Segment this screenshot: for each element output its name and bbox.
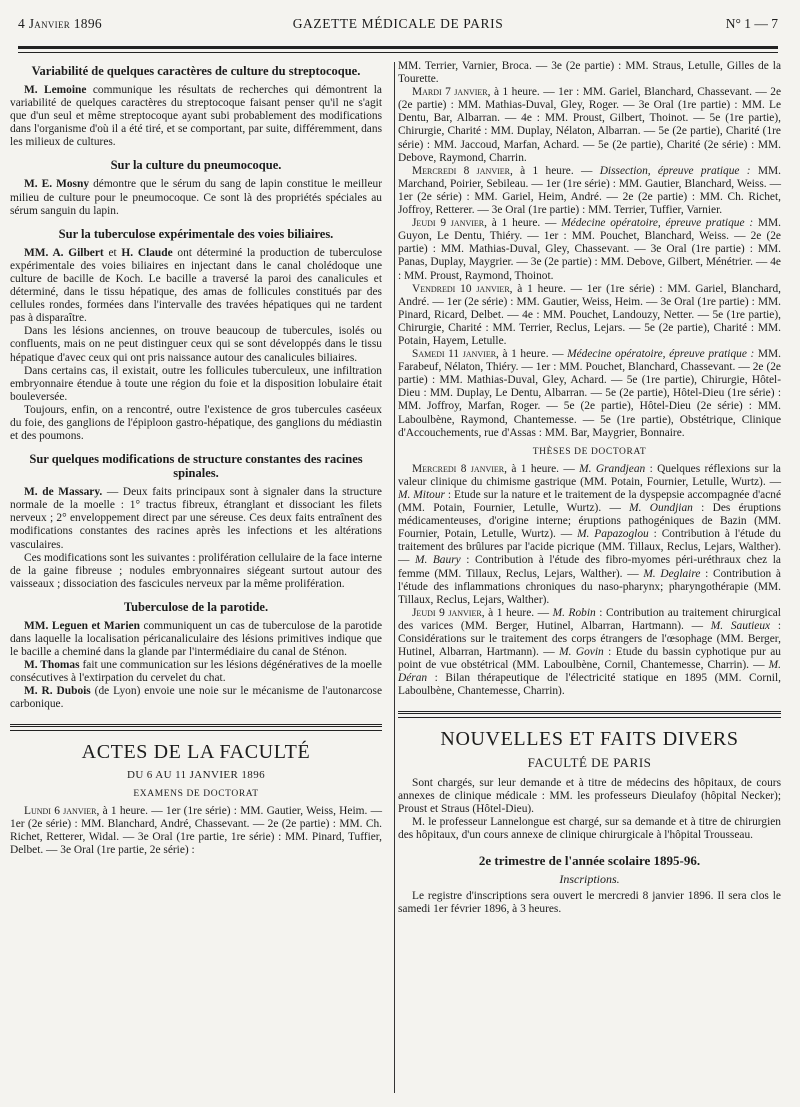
day-label: Mardi 7 janvier bbox=[412, 86, 488, 99]
thesis-text: : Quelques réflexions sur la valeur clinique du chimisme gastrique (MM. Potain, Fournier, Letulle, Wurtz). — bbox=[398, 462, 781, 488]
header-issue: N° 1 — 7 bbox=[725, 16, 778, 31]
nouvelles-subtitle: FACULTÉ DE PARIS bbox=[527, 754, 652, 770]
paragraph: Ces modifications sont les suivantes : prolifération cellulaire de la face interne de la gaine fibreuse ; nodules embryonnaires siégeant surtout autour des vaisseaux ; dissociation des fascicules nerveux par la même prolifération. bbox=[10, 551, 382, 590]
exam-samedi bbox=[398, 348, 781, 440]
thesis-text: : Des éruptions médicamenteuses, d'origine interne; éruptions pathogéniques de Bazin (MM. Fournier, Potain, Letulle, Wurtz). — bbox=[398, 502, 781, 541]
exam-type: Dissection, épreuve pratique : bbox=[599, 164, 751, 177]
paragraph: Dans les lésions anciennes, on trouve beaucoup de tubercules, isolés ou confluents, mais on ne peut distinguer ceux qui se sont développés dans le tissu hépatique d'avec ceux qui ont pris naissance autour des canalicules biliaires. bbox=[10, 325, 382, 364]
exam-text: , à 1 heure. — bbox=[496, 348, 568, 361]
section-title-streptocoque: Variabilité de quelques caractères de culture du streptocoque. bbox=[31, 64, 361, 78]
thesis-text: : Etude du bassin cyphotique pur au point de vue obstétrical (MM. Laboulbène, Cornil, Chantemesse, Charrin). — bbox=[398, 646, 781, 672]
theses-mercredi bbox=[398, 463, 781, 607]
actes-dates: DU 6 AU 11 JANVIER 1896 bbox=[126, 768, 266, 781]
paragraph-text: ont déterminé la production de tuberculose expérimentale des voies biliaires en injectant dans le canal cholédoque une culture de bacille de Koch. Le bacille a traversé la paroi des canalicules et déterminé, dans le tissu hépatique, des amas de follicules constitués par des cellules rondes, formées dans l'intervalle des travées hépatiques qui ne tardent pas à disparaître. bbox=[10, 246, 383, 325]
day-label: Mercredi 8 janvier bbox=[412, 164, 510, 177]
paragraph: Dans certains cas, il existait, outre les follicules tuberculeux, une infiltration embryonnaire étendue à toute une région du foie et la disposition lobulaire était bouleversée. bbox=[10, 364, 382, 403]
paragraph-massary bbox=[10, 486, 382, 551]
thesis-author: M. Papazoglou bbox=[577, 528, 649, 541]
exam-type: Médecine opératoire, épreuve pratique : bbox=[561, 217, 754, 230]
thesis-author: M. Deglaire bbox=[643, 567, 701, 580]
paragraph-thomas bbox=[10, 659, 382, 685]
conjunction: et bbox=[103, 246, 122, 259]
speaker-name: M. Lemoine bbox=[24, 84, 87, 96]
header-rule bbox=[18, 46, 778, 49]
thesis-text: : Contribution à l'étude du traitement des brûlures par l'acide picrique (MM. Tillaux, Reclus, Lejars, Walther). — bbox=[398, 528, 781, 567]
section-title-pneumocoque: Sur la culture du pneumocoque. bbox=[110, 158, 282, 173]
header-rule-thin bbox=[18, 52, 778, 53]
paragraph-mosny bbox=[10, 178, 382, 217]
thesis-text: : Etude sur la nature et le traitement de la dyspepsie accompagnée d'acné (MM. Potain, Fournier, Letulle, Wurtz). — bbox=[398, 489, 781, 515]
column-separator bbox=[394, 62, 395, 1093]
section-title-parotide: Tuberculose de la parotide. bbox=[123, 599, 269, 614]
thesis-text: , à 1 heure. — bbox=[481, 606, 553, 619]
thesis-author: M. Baury bbox=[414, 554, 461, 567]
paragraph: M. le professeur Lannelongue est chargé, sur sa demande et à titre de chirurgien des hôpitaux, d'un cours annexe de clinique chirurgicale à l'hôpital Trousseau. bbox=[398, 815, 781, 841]
inscriptions-title: Inscriptions. bbox=[559, 872, 620, 887]
header-title: GAZETTE MÉDICALE DE PARIS bbox=[292, 16, 504, 31]
thesis-text: : Contribution au traitement chirurgical des varices (MM. Berger, Hutinel, Albarran, Hartmann). — bbox=[398, 606, 781, 632]
exam-type: Médecine opératoire, épreuve pratique : bbox=[567, 348, 755, 361]
thesis-text: : Contribution à l'étude des fibro-myomes péri-uréthraux chez la femme (MM. Tillaux, Reclus, Lejars, Walther). — bbox=[398, 554, 781, 580]
paragraph: Le registre d'inscriptions sera ouvert le mercredi 8 janvier 1896. Il sera clos le samedi 1er février 1896, à 3 heures. bbox=[398, 890, 781, 916]
exam-text: MM. Guyon, Le Dentu, Thiéry. — 1er : MM. Pouchet, Blanchard, Weiss. — 2e (2e partie) : MM. Mathias-Duval, Gley, Chassevant. — 3e Oral (1re partie) : MM. Panas, Duplay, Maygrier. — 3e (2e partie) : MM. Debove, Gilbert, Ménétrier. — 4e : MM. Proust, Raymond, Thoinot. bbox=[398, 217, 782, 282]
section-divider bbox=[398, 711, 781, 718]
paragraph-dubois bbox=[10, 685, 382, 711]
left-column bbox=[10, 60, 382, 857]
thesis-author: M. Sautieux bbox=[710, 619, 771, 632]
thesis-author: M. Grandjean bbox=[579, 462, 646, 475]
exam-text: MM. Farabeuf, Nélaton, Thiéry. — 1er : MM. Pouchet, Blanchard, Chassevant. — 2e (2e partie) : MM. Mathias-Duval, Gley, Achard. — 5e (1re partie), Chirurgie, Hôtel-Dieu : MM. Duplay, Le Dentu, Albarran. — 5e (2e partie), Hôtel-Dieu (1re série) : MM. Joffroy, Marfan, Roger. — 5e (2e partie), Hôtel-Dieu (2e série) : MM. Laboulbène, Raymond, Chantemesse. — 5e (1re partie), Obstétrique, Clinique d'Accouchements, rue d'Assas : MM. Bar, Maygrier, Bonnaire. bbox=[398, 348, 782, 439]
paragraph: Sont chargés, sur leur demande et à titre de médecins des hôpitaux, de cours annexes de clinique médicale : MM. les professeurs Dieulafoy (hôpital Necker); Proust et Straus (Hôtel-Dieu). bbox=[398, 776, 781, 815]
exam-text: , à 1 heure. — bbox=[484, 217, 562, 230]
thesis-author: M. Robin bbox=[552, 606, 596, 619]
paragraph-text: fait une communication sur les lésions dégénératives de la moelle consécutives à l'extirpation du cervelet du chat. bbox=[10, 659, 382, 685]
paragraph-gilbert-claude bbox=[10, 247, 382, 326]
paragraph: Toujours, enfin, on a rencontré, outre l'existence de gros tubercules caséeux du foie, des ganglions de l'épiploon gastro-hépatique, des ganglions du médiastin et des poumons. bbox=[10, 403, 382, 443]
header-date: 4 Janvier 1896 bbox=[18, 16, 102, 31]
theses-jeudi bbox=[398, 607, 781, 699]
paragraph-text: démontre que le sérum du sang de lapin constitue le meilleur milieu de culture pour le pneumocoque. Ce sont là des propriétés spéciales au sérum sanguin du lapin. bbox=[10, 178, 382, 217]
thesis-text: , à 1 heure. — bbox=[504, 462, 580, 475]
exam-text: , à 1 heure. — 1er (1re série) : MM. Gariel, Blanchard, André. — 1er (2e série) : MM. Gautier, Weiss, Heim. — 3e Oral (1re partie) : MM. Pinard, Ricard, Delbet. — 4e : MM. Pouchet, Landouzy, Netter. — 5e (1re partie), Chirurgie, Charité : MM. Terrier, Reclus, Lejars. — 5e (2e partie), Charité : MM. Potain, Hayem, Letulle. bbox=[398, 282, 781, 347]
speaker-name: M. de Massary. bbox=[24, 486, 103, 499]
thesis-author: M. Mitour bbox=[398, 489, 445, 501]
day-label: Lundi 6 janvier bbox=[24, 804, 97, 817]
speaker-name: M. R. Dubois bbox=[24, 685, 91, 698]
actes-title: ACTES DE LA FACULTÉ bbox=[81, 740, 311, 763]
paragraph-lemoine bbox=[10, 84, 382, 149]
day-label: Jeudi 9 janvier bbox=[412, 217, 485, 230]
exam-text: , à 1 heure. — 1er : MM. Gariel, Blanchard, Chassevant. — 2e (2e partie) : MM. Mathias-Duval, Gley, Roger. — 3e Oral (1re partie) : MM. Le Dentu, Bar, Albarran. — 4e : MM. Proust, Gilbert, Thoinot. — 5e (1re partie), Chirurgie, Charité : MM. Duplay, Nélaton, Albarran. — 5e (2e partie), Charité (1re série) : MM. Jaccoud, Marfan, Achard. — 5e (2e partie), Charité (2e série) : MM. Debove, Raymond, Charrin. bbox=[398, 86, 781, 164]
nouvelles-title: NOUVELLES ET FAITS DIVERS bbox=[440, 727, 739, 750]
thesis-author: M. Govin bbox=[559, 646, 604, 659]
paragraph-text: communiquent un cas de tuberculose de la parotide dans laquelle la localisation péricanaliculaire des lésions primitives indique que le bacille a cheminé dans la glande par l'intermédiaire du canal de Sténon. bbox=[10, 619, 382, 659]
speaker-name: MM. A. Gilbert bbox=[24, 246, 104, 259]
trimestre-title: 2e trimestre de l'année scolaire 1895-96. bbox=[478, 853, 701, 869]
speaker-name: MM. Leguen et Marien bbox=[24, 619, 140, 632]
exam-lundi bbox=[10, 805, 382, 857]
exam-continuation: MM. Terrier, Varnier, Broca. — 3e (2e partie) : MM. Straus, Letulle, Gilles de la Tourette. bbox=[398, 60, 781, 86]
thesis-text: : Bilan thérapeutique de l'électricité statique en 1895 (MM. Cornil, Laboulbène, Chantemesse, Charrin). bbox=[398, 672, 781, 698]
thesis-text: : Considérations sur le traitement des corps étrangers de l'œsophage (MM. Berger, Hutinel, Albarran, Hartmann). — bbox=[398, 619, 782, 659]
speaker-name: M. Thomas bbox=[24, 659, 80, 672]
day-label: Jeudi 9 janvier bbox=[412, 606, 482, 619]
actes-subtitle: EXAMENS DE DOCTORAT bbox=[133, 788, 259, 799]
thesis-author: M. Déran bbox=[398, 659, 781, 685]
exam-text: , à 1 heure. — 1er (1re série) : MM. Gautier, Weiss, Heim. — 1er (2e série) : MM. Blanchard, André, Chassevant. — 2e (2e partie) : MM. Ch. Richet, Retterer, Widal. — 3e Oral (1re partie, 1re série) : MM. Pinard, Tuffier, Delbet. — 3e Oral (1re partie, 2e série) : bbox=[10, 804, 382, 857]
exam-mardi bbox=[398, 86, 781, 165]
paragraph-text: (de Lyon) envoie une noie sur le mécanisme de l'autonarcose carbonique. bbox=[10, 685, 382, 711]
exam-text: , à 1 heure. — bbox=[510, 164, 600, 177]
day-label: Mercredi 8 janvier bbox=[412, 462, 505, 475]
running-header bbox=[18, 14, 778, 38]
exam-text: MM. Marchand, Poirier, Sebileau. — 1er (1re série) : MM. Gautier, Blanchard, Weiss. — 1er (2e série) : MM. Gariel, Heim, André. — 2e (2e partie) : MM. Ch. Richet, Joffroy, Retterer. — 3e Oral (1re partie) : MM. Terrier, Tuffier, Varnier. bbox=[398, 164, 781, 217]
paragraph-text: — Deux faits principaux sont à signaler dans la structure normale de la moelle : 1° tractus fibreux, étranglant et dissociant les filets nerveux ; 2° enveloppement direct par une séreuse. Ces deux faits entraînent des modifications constantes des racines après les infections et les altérations vasculaires. bbox=[10, 486, 382, 551]
exam-jeudi bbox=[398, 217, 781, 282]
theses-title: THÈSES DE DOCTORAT bbox=[532, 446, 647, 457]
day-label: Samedi 11 janvier bbox=[412, 348, 497, 361]
paragraph-text: communique les résultats de recherches qui démontrent la variabilité de quelques caractères du streptocoque faisant penser qu'il ne s'agit que d'un seul et même streptocoque ayant subi probablement des modifications dans l'organisme d'où il a été tiré, et se comportant, par suite, différemment, dans les milieux de cultures. bbox=[10, 84, 382, 149]
day-label: Vendredi 10 janvier bbox=[412, 282, 510, 295]
section-divider bbox=[10, 724, 382, 731]
exam-mercredi bbox=[398, 165, 781, 217]
section-title-racines-spinales: Sur quelques modifications de structure constantes des racines spinales. bbox=[29, 452, 363, 481]
speaker-name: H. Claude bbox=[121, 246, 173, 259]
paragraph-leguen-marien bbox=[10, 620, 382, 659]
right-column bbox=[398, 60, 781, 916]
section-title-tuberculose-biliaire: Sur la tuberculose expérimentale des voies biliaires. bbox=[58, 226, 334, 241]
exam-vendredi bbox=[398, 283, 781, 348]
thesis-text: : Contribution à l'étude des inflammations chroniques du naso-pharynx; pharyngothérapie (MM. Tillaux, Reclus, Lejars, Walther). bbox=[398, 567, 781, 606]
thesis-author: M. Oundjian bbox=[629, 502, 693, 515]
speaker-name: M. E. Mosny bbox=[24, 178, 90, 191]
